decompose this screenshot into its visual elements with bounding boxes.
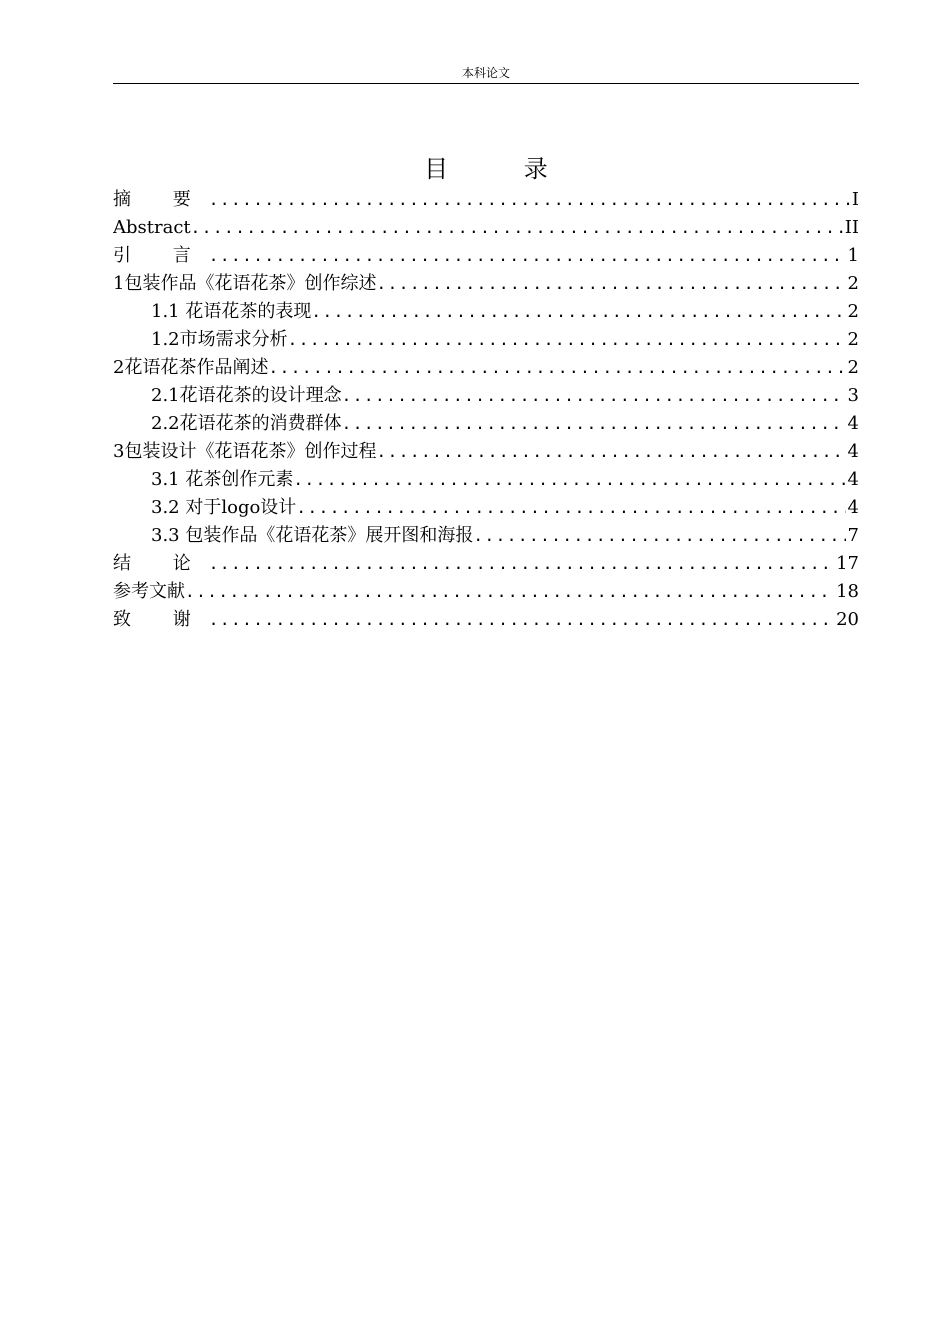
- toc-leader-dots: [185, 578, 834, 606]
- toc-leader-dots: [288, 326, 846, 354]
- toc-leader-dots: [296, 494, 845, 522]
- toc-title: 目 录: [424, 155, 582, 183]
- toc-entry-label: 摘 要: [113, 189, 209, 210]
- toc-entry-label: 3.2 对于logo设计: [151, 497, 297, 518]
- toc-leader-dots: [209, 186, 850, 214]
- toc-entry-page: 2: [847, 329, 859, 350]
- toc-entry-section-1-1[interactable]: [113, 298, 859, 326]
- toc-entry-acknowledgements[interactable]: [113, 606, 859, 634]
- toc-entry-page: 20: [836, 609, 859, 630]
- toc-entry-label: 1包装作品《花语花茶》创作综述: [113, 273, 377, 294]
- toc-entry-label: 1.2市场需求分析: [151, 329, 288, 350]
- toc-entry-page: 4: [847, 497, 859, 518]
- toc-entry-label: 1.1 花语花茶的表现: [151, 301, 312, 322]
- toc-entry-section-3-2[interactable]: [113, 494, 859, 522]
- toc-entry-abstract-en[interactable]: [113, 214, 859, 242]
- toc-entry-page: 17: [836, 553, 859, 574]
- toc-entry-chapter-2[interactable]: [113, 354, 859, 382]
- toc-entry-label: 2.1花语花茶的设计理念: [151, 385, 342, 406]
- toc-entry-section-3-3[interactable]: [113, 522, 859, 550]
- toc-entry-page: 1: [847, 245, 859, 266]
- toc-entry-page: 4: [847, 441, 859, 462]
- toc-leader-dots: [268, 354, 845, 382]
- toc-entry-page: 4: [847, 469, 859, 490]
- toc-entry-page: 2: [847, 301, 859, 322]
- toc-entry-page: 2: [847, 357, 859, 378]
- toc-entry-page: I: [851, 189, 859, 210]
- toc-entry-section-3-1[interactable]: [113, 466, 859, 494]
- header-rule: [113, 83, 859, 84]
- toc-entry-section-2-2[interactable]: [113, 410, 859, 438]
- toc-entry-label: Abstract: [113, 217, 191, 238]
- toc-leader-dots: [209, 242, 846, 270]
- toc-entry-page: 2: [847, 273, 859, 294]
- toc-leader-dots: [191, 214, 843, 242]
- toc-entry-label: 3包装设计《花语花茶》创作过程: [113, 441, 377, 462]
- toc-entry-section-1-2[interactable]: [113, 326, 859, 354]
- toc-entry-label: 3.3 包装作品《花语花茶》展开图和海报: [151, 525, 474, 546]
- toc-entry-label: 2.2花语花茶的消费群体: [151, 413, 342, 434]
- toc-entry-chapter-1[interactable]: [113, 270, 859, 298]
- toc-leader-dots: [209, 550, 834, 578]
- toc-leader-dots: [376, 438, 845, 466]
- toc-entry-label: 2花语花茶作品阐述: [113, 357, 269, 378]
- toc-entry-section-2-1[interactable]: [113, 382, 859, 410]
- toc-entry-label: 参考文献: [113, 581, 185, 602]
- table-of-contents: [113, 186, 859, 634]
- page-header: 本科论文: [461, 66, 510, 80]
- toc-entry-chapter-3[interactable]: [113, 438, 859, 466]
- toc-leader-dots: [342, 410, 846, 438]
- toc-entry-conclusion[interactable]: [113, 550, 859, 578]
- toc-leader-dots: [376, 270, 845, 298]
- toc-entry-page: 3: [847, 385, 859, 406]
- toc-leader-dots: [293, 466, 845, 494]
- toc-leader-dots: [311, 298, 845, 326]
- toc-entry-page: 7: [847, 525, 859, 546]
- toc-entry-label: 引 言: [113, 245, 209, 266]
- toc-entry-label: 致 谢: [113, 609, 209, 630]
- toc-entry-introduction[interactable]: [113, 242, 859, 270]
- toc-entry-page: 4: [847, 413, 859, 434]
- toc-entry-abstract-cn[interactable]: [113, 186, 859, 214]
- toc-entry-label: 3.1 花茶创作元素: [151, 469, 294, 490]
- toc-entry-label: 结 论: [113, 553, 209, 574]
- toc-leader-dots: [473, 522, 845, 550]
- toc-leader-dots: [209, 606, 834, 634]
- toc-entry-page: 18: [836, 581, 859, 602]
- toc-leader-dots: [342, 382, 846, 410]
- toc-entry-references[interactable]: [113, 578, 859, 606]
- toc-entry-page: II: [844, 217, 859, 238]
